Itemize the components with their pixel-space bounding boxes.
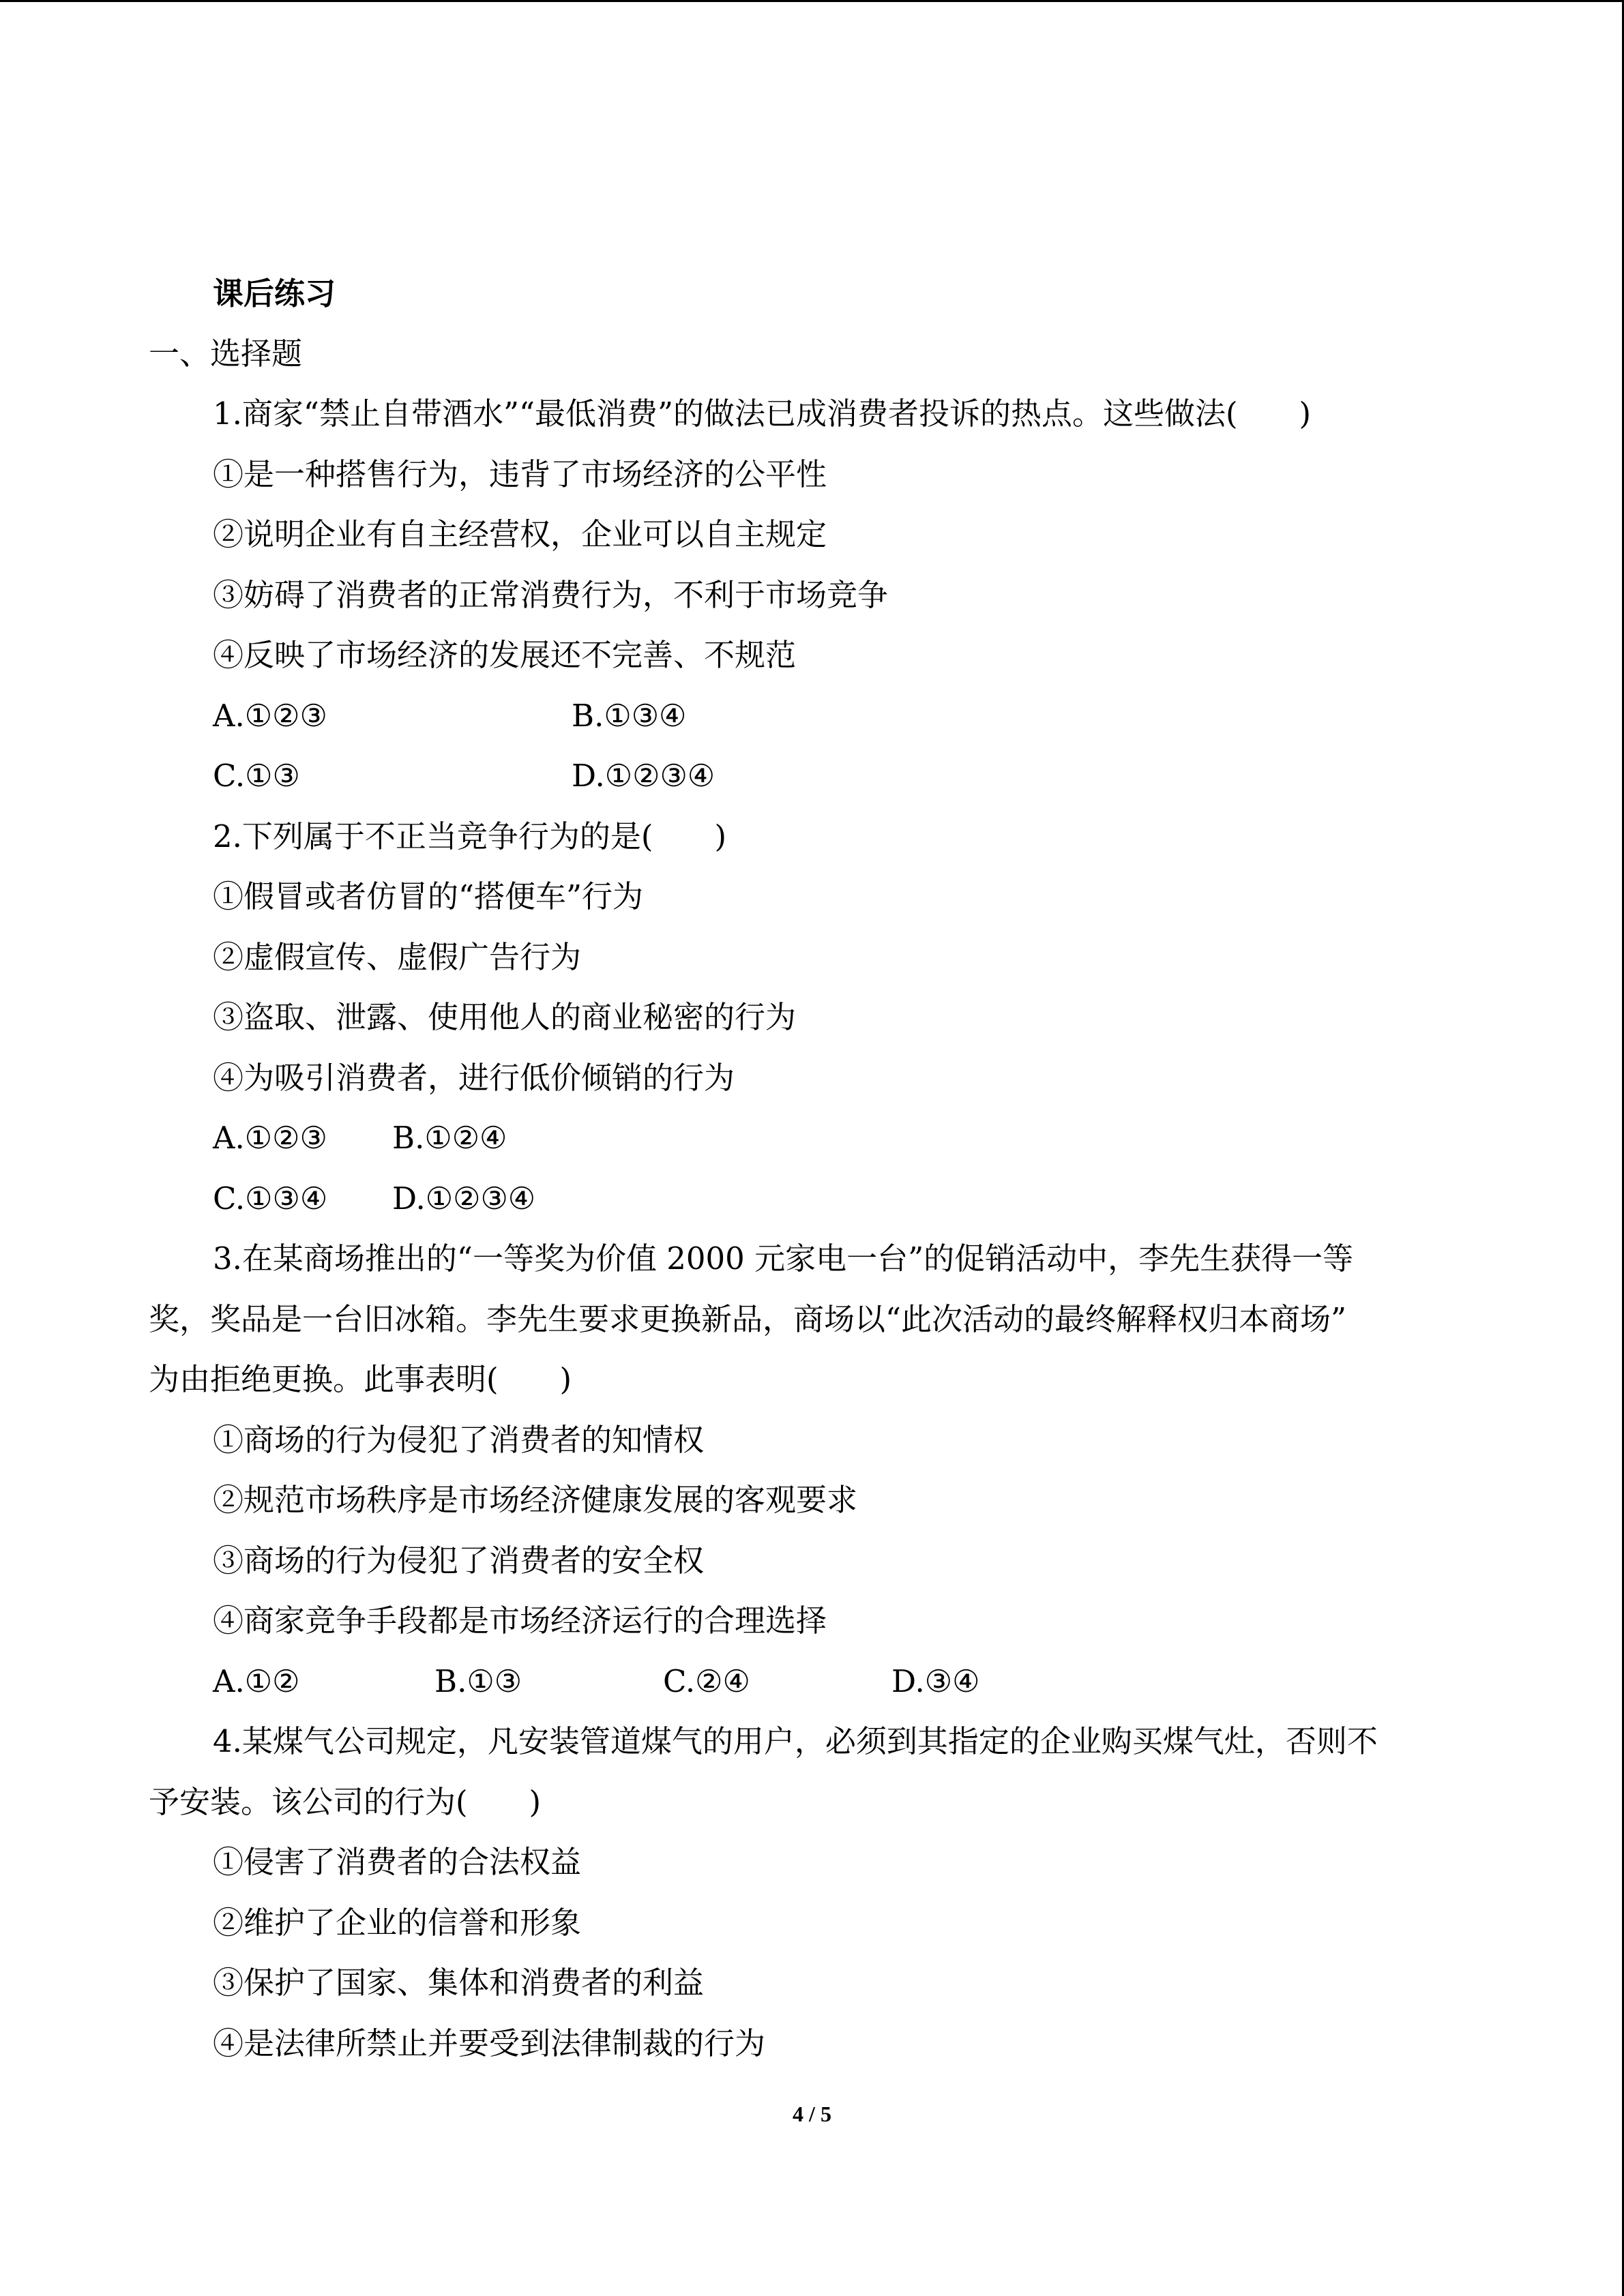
- question-3-stem-line-2: 奖，奖品是一台旧冰箱。李先生要求更换新品，商场以“此次活动的最终解释权归本商场”: [149, 1301, 1347, 1337]
- question-3-item-2: ②规范市场秩序是市场经济健康发展的客观要求: [213, 1482, 858, 1518]
- question-3-stem-line-1: 3.在某商场推出的“一等奖为价值 2000 元家电一台”的促销活动中，李先生获得一等: [213, 1240, 1354, 1277]
- question-1-item-1: ①是一种搭售行为，违背了市场经济的公平性: [213, 456, 827, 492]
- part-title: 一、选择题: [149, 336, 303, 372]
- question-1-option-b: B.①③④: [572, 698, 687, 734]
- question-4-item-4: ④是法律所禁止并要受到法律制裁的行为: [213, 2025, 766, 2061]
- question-2-option-a: A.①②③: [213, 1120, 327, 1156]
- question-4-item-2: ②维护了企业的信誉和形象: [213, 1905, 582, 1941]
- question-4-stem-line-1: 4.某煤气公司规定，凡安装管道煤气的用户，必须到其指定的企业购买煤气灶，否则不: [213, 1723, 1378, 1759]
- question-3-option-d: D.③④: [891, 1663, 980, 1699]
- question-4-item-1: ①侵害了消费者的合法权益: [213, 1844, 582, 1880]
- question-2-stem: 2.下列属于不正当竞争行为的是( ): [213, 818, 727, 854]
- question-3-option-a: A.①②: [213, 1663, 300, 1699]
- question-2-option-d: D.①②③④: [392, 1180, 536, 1217]
- section-title: 课后练习: [213, 275, 336, 312]
- question-2-item-4: ④为吸引消费者，进行低价倾销的行为: [213, 1060, 735, 1096]
- question-1-item-2: ②说明企业有自主经营权，企业可以自主规定: [213, 516, 827, 552]
- question-2-option-c: C.①③④: [213, 1180, 328, 1217]
- question-1-item-4: ④反映了市场经济的发展还不完善、不规范: [213, 637, 797, 673]
- page-number: 4 / 5: [793, 2102, 831, 2126]
- question-1-option-d: D.①②③④: [572, 758, 715, 794]
- question-2-item-2: ②虚假宣传、虚假广告行为: [213, 939, 582, 975]
- question-1-stem: 1.商家“禁止自带酒水”“最低消费”的做法已成消费者投诉的热点。这些做法( ): [213, 396, 1312, 432]
- question-3-item-1: ①商场的行为侵犯了消费者的知情权: [213, 1422, 705, 1458]
- question-4-item-3: ③保护了国家、集体和消费者的利益: [213, 1965, 705, 2001]
- question-3-item-3: ③商场的行为侵犯了消费者的安全权: [213, 1542, 705, 1579]
- question-4-stem-line-2: 予安装。该公司的行为( ): [149, 1784, 542, 1820]
- question-3-stem-line-3: 为由拒绝更换。此事表明( ): [149, 1361, 572, 1397]
- question-3-option-c: C.②④: [663, 1663, 750, 1699]
- question-1-option-c: C.①③: [213, 758, 300, 794]
- question-2-option-b: B.①②④: [392, 1120, 507, 1156]
- question-3-option-b: B.①③: [434, 1663, 522, 1699]
- question-2-item-3: ③盗取、泄露、使用他人的商业秘密的行为: [213, 999, 797, 1035]
- question-1-item-3: ③妨碍了消费者的正常消费行为，不利于市场竞争: [213, 577, 889, 613]
- question-3-item-4: ④商家竞争手段都是市场经济运行的合理选择: [213, 1602, 827, 1639]
- question-2-item-1: ①假冒或者仿冒的“搭便车”行为: [213, 878, 644, 914]
- question-1-option-a: A.①②③: [213, 698, 327, 734]
